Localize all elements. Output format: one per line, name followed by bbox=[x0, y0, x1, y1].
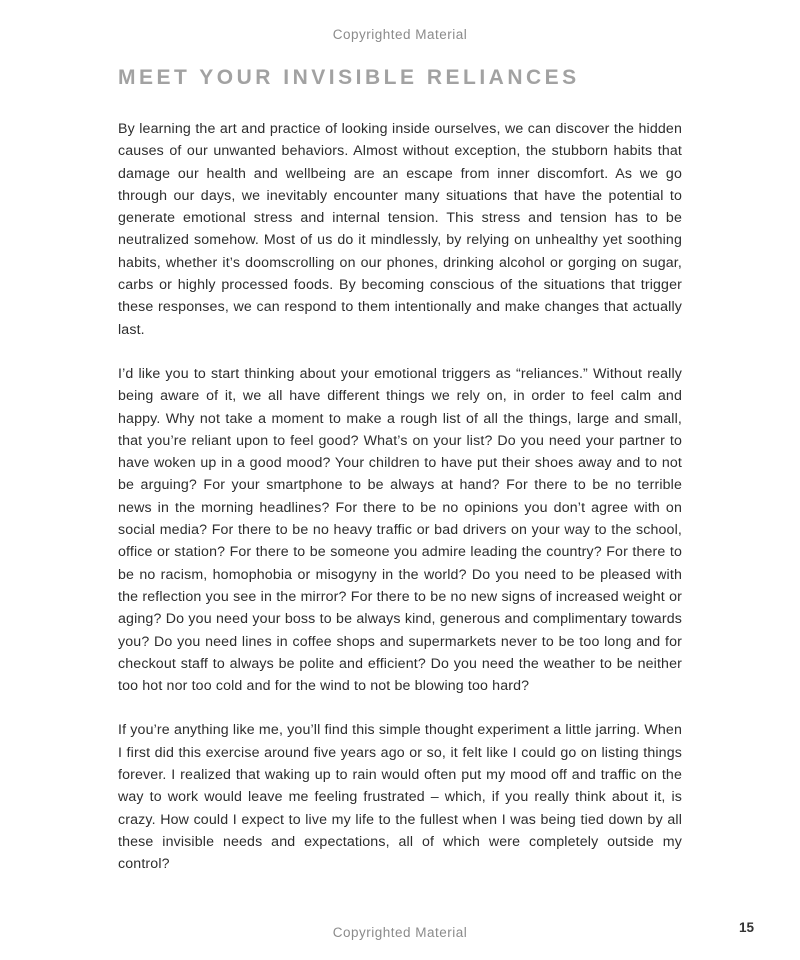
copyright-notice-bottom: Copyrighted Material bbox=[332, 925, 468, 940]
page-number: 15 bbox=[738, 920, 754, 935]
body-text bbox=[118, 118, 682, 876]
paragraph: If you’re anything like me, you’ll find this simple thought experiment a little jarring. When I first did this exercise around five years ago or so, it felt like I could go on listing things forever. I realized that waking up to rain would often put my mood off and traffic on the way to work would leave me feeling frustrated – which, if you really think about it, is crazy. How could I expect to live my life to the fullest when I was being tied down by all these invisible needs and expectations, all of which were completely outside my control? bbox=[118, 722, 682, 873]
chapter-title: MEET YOUR INVISIBLE RELIANCES bbox=[118, 66, 580, 89]
copyright-notice-top: Copyrighted Material bbox=[332, 27, 468, 42]
page-footer bbox=[0, 925, 800, 940]
paragraph: I’d like you to start thinking about your emotional triggers as “reliances.” Without really being aware of it, we all have different things we rely on, in order to feel calm and happy. Why not take a moment to make a rough list of all the things, large and small, that you’re reliant upon to feel good? What’s on your list? Do you need your partner to have woken up in a good mood? Your children to have put their shoes away and to not be arguing? For your smartphone to be always at hand? For there to be no terrible news in the morning headlines? For there to be no opinions you don’t agree with on social media? For there to be no heavy traffic or bad drivers on your way to the school, office or station? For there to be someone you admire leading the country? For there to be no racism, homophobia or misogyny in the world? Do you need to be pleased with the reflection you see in the mirror? For there to be no new signs of increased weight or aging? Do you need your boss to be always kind, generous and complimentary towards you? Do you need lines in coffee shops and supermarkets never to be too long and for checkout staff to always be polite and efficient? Do you need the weather to be neither too hot nor too cold and for the wind to not be blowing too hard? bbox=[118, 365, 682, 695]
paragraph: By learning the art and practice of looking inside ourselves, we can discover the hidden causes of our unwanted behaviors. Almost without exception, the stubborn habits that damage our health and wellbeing are an escape from inner discomfort. As we go through our days, we inevitably encounter many situations that have the potential to generate emotional stress and internal tension. This stress and tension has to be neutralized somehow. Most of us do it mindlessly, by relying on unhealthy yet soothing habits, whether it’s doomscrolling on our phones, drinking alcohol or gorging on sugar, carbs or highly processed foods. By becoming conscious of the situations that trigger these responses, we can respond to them intentionally and make changes that actually last. bbox=[118, 121, 682, 338]
